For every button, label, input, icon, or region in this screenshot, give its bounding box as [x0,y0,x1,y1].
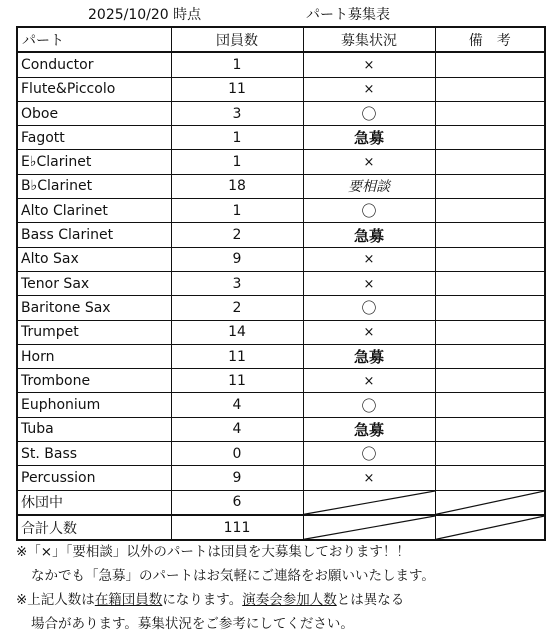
header-count: 団員数 [171,27,303,52]
member-count: 18 [171,174,303,198]
part-name: Trumpet [17,320,171,344]
recruit-status-cell [303,223,435,247]
recruit-status-cell [303,271,435,295]
recruit-status-cell [303,126,435,150]
diagonal-status-cell [303,515,435,540]
note-cell [435,150,545,174]
part-name: Flute&Piccolo [17,77,171,101]
table-row [17,101,545,125]
note-cell [435,296,545,320]
note-cell [435,417,545,441]
table-row [17,199,545,223]
page-title: パート募集表 [306,7,390,23]
recruit-status: 急募 [353,420,384,439]
note-cell [435,369,545,393]
note-cell [435,126,545,150]
table-row [17,247,545,271]
recruit-status-cell [303,199,435,223]
note-cell [435,393,545,417]
recruit-status: × [363,470,375,486]
member-count: 14 [171,320,303,344]
member-count: 1 [171,150,303,174]
part-name: B♭Clarinet [17,174,171,198]
recruit-status-cell [303,174,435,198]
recruit-status-cell [303,466,435,490]
note-underline-enrolled: 在籍団員数 [94,592,163,608]
recruit-status: 〇 [361,105,377,124]
note-cell [435,271,545,295]
part-name: Percussion [17,466,171,490]
page-header [0,4,560,24]
recruit-status: 要相談 [348,179,390,196]
table-row [17,77,545,101]
member-count: 4 [171,393,303,417]
part-name: Alto Sax [17,247,171,271]
note-cell [435,247,545,271]
recruit-status: 急募 [353,348,384,366]
member-count: 2 [171,223,303,247]
header-status: 募集状況 [303,27,435,52]
recruit-status: 急募 [353,129,384,148]
table-row [17,417,545,441]
recruit-status-cell [303,393,435,417]
note-line-2: なかでも「急募」のパートはお気軽にご連絡をお願いいたします。 [31,568,435,584]
table-row [17,369,545,393]
recruit-status: × [363,373,375,389]
table-row [17,150,545,174]
table-row [17,393,545,417]
recruit-status-cell [303,320,435,344]
recruit-status-cell [303,442,435,466]
recruit-status: × [363,155,375,171]
recruit-status: × [363,276,375,292]
diagonal-status-cell [303,490,435,515]
member-count: 3 [171,101,303,125]
part-name: Trombone [17,369,171,393]
header-part: パート [17,27,171,52]
recruit-status: 〇 [361,299,377,318]
diagonal-note-cell [435,490,545,515]
recruit-status: 急募 [353,226,384,245]
part-name: Horn [17,344,171,368]
table-row [17,466,545,490]
part-name: E♭Clarinet [17,150,171,174]
note-cell [435,52,545,77]
table-row [17,296,545,320]
diagonal-note-cell [435,515,545,540]
recruit-status: 〇 [361,396,377,415]
total-label: 合計人数 [17,515,171,540]
member-count: 0 [171,442,303,466]
note-line-3 [16,588,546,612]
recruit-status-cell [303,52,435,77]
recruit-status: × [363,252,375,268]
recruit-status-cell [303,344,435,368]
table-row [17,174,545,198]
note-cell [435,442,545,466]
note-line-1: ※「×」「要相談」以外のパートは団員を大募集しております！！ [16,544,410,560]
table-row [17,223,545,247]
table-row [17,442,545,466]
member-count: 11 [171,369,303,393]
table-row [17,52,545,77]
part-name: Alto Clarinet [17,199,171,223]
table-row [17,344,545,368]
part-name: Baritone Sax [17,296,171,320]
note-cell [435,199,545,223]
recruit-status-cell [303,369,435,393]
note-cell [435,344,545,368]
member-count: 3 [171,271,303,295]
part-name: Conductor [17,52,171,77]
table-row [17,320,545,344]
recruit-status-cell [303,247,435,271]
member-count: 9 [171,466,303,490]
note-cell [435,174,545,198]
inactive-label: 休団中 [17,490,171,515]
note-text: とは異なる [336,592,405,608]
part-name: Oboe [17,101,171,125]
note-line-4: 場合があります。募集状況をご参考にしてください。 [31,616,354,632]
note-cell [435,466,545,490]
recruit-status-cell [303,101,435,125]
inactive-count: 6 [171,490,303,515]
part-name: Bass Clarinet [17,223,171,247]
note-cell [435,77,545,101]
recruit-status-cell [303,296,435,320]
recruit-status: × [363,82,375,98]
recruit-status: 〇 [361,202,377,221]
inactive-row [17,490,545,515]
member-count: 11 [171,77,303,101]
total-row [17,515,545,540]
member-count: 1 [171,126,303,150]
note-text: になります。 [162,592,243,608]
member-count: 1 [171,52,303,77]
note-underline-concert: 演奏会参加人数 [242,592,337,608]
part-name: Euphonium [17,393,171,417]
member-count: 9 [171,247,303,271]
recruit-status-cell [303,77,435,101]
member-count: 1 [171,199,303,223]
recruit-status: 〇 [361,445,377,464]
recruit-status: × [363,57,375,73]
note-text: ※上記人数は [16,592,95,608]
part-name: Tenor Sax [17,271,171,295]
member-count: 11 [171,344,303,368]
table-row [17,126,545,150]
table-row [17,271,545,295]
footnotes [16,540,546,636]
table-header-row [17,27,545,52]
recruit-status-cell [303,417,435,441]
part-name: St. Bass [17,442,171,466]
member-count: 2 [171,296,303,320]
recruit-status: × [363,325,375,341]
note-cell [435,320,545,344]
as-of-date: 2025/10/20 時点 [88,7,202,23]
part-recruitment-table [16,26,546,541]
recruit-status-cell [303,150,435,174]
member-count: 4 [171,417,303,441]
part-name: Tuba [17,417,171,441]
part-name: Fagott [17,126,171,150]
note-cell [435,101,545,125]
total-count: 111 [171,515,303,540]
note-cell [435,223,545,247]
header-note: 備 考 [435,27,545,52]
